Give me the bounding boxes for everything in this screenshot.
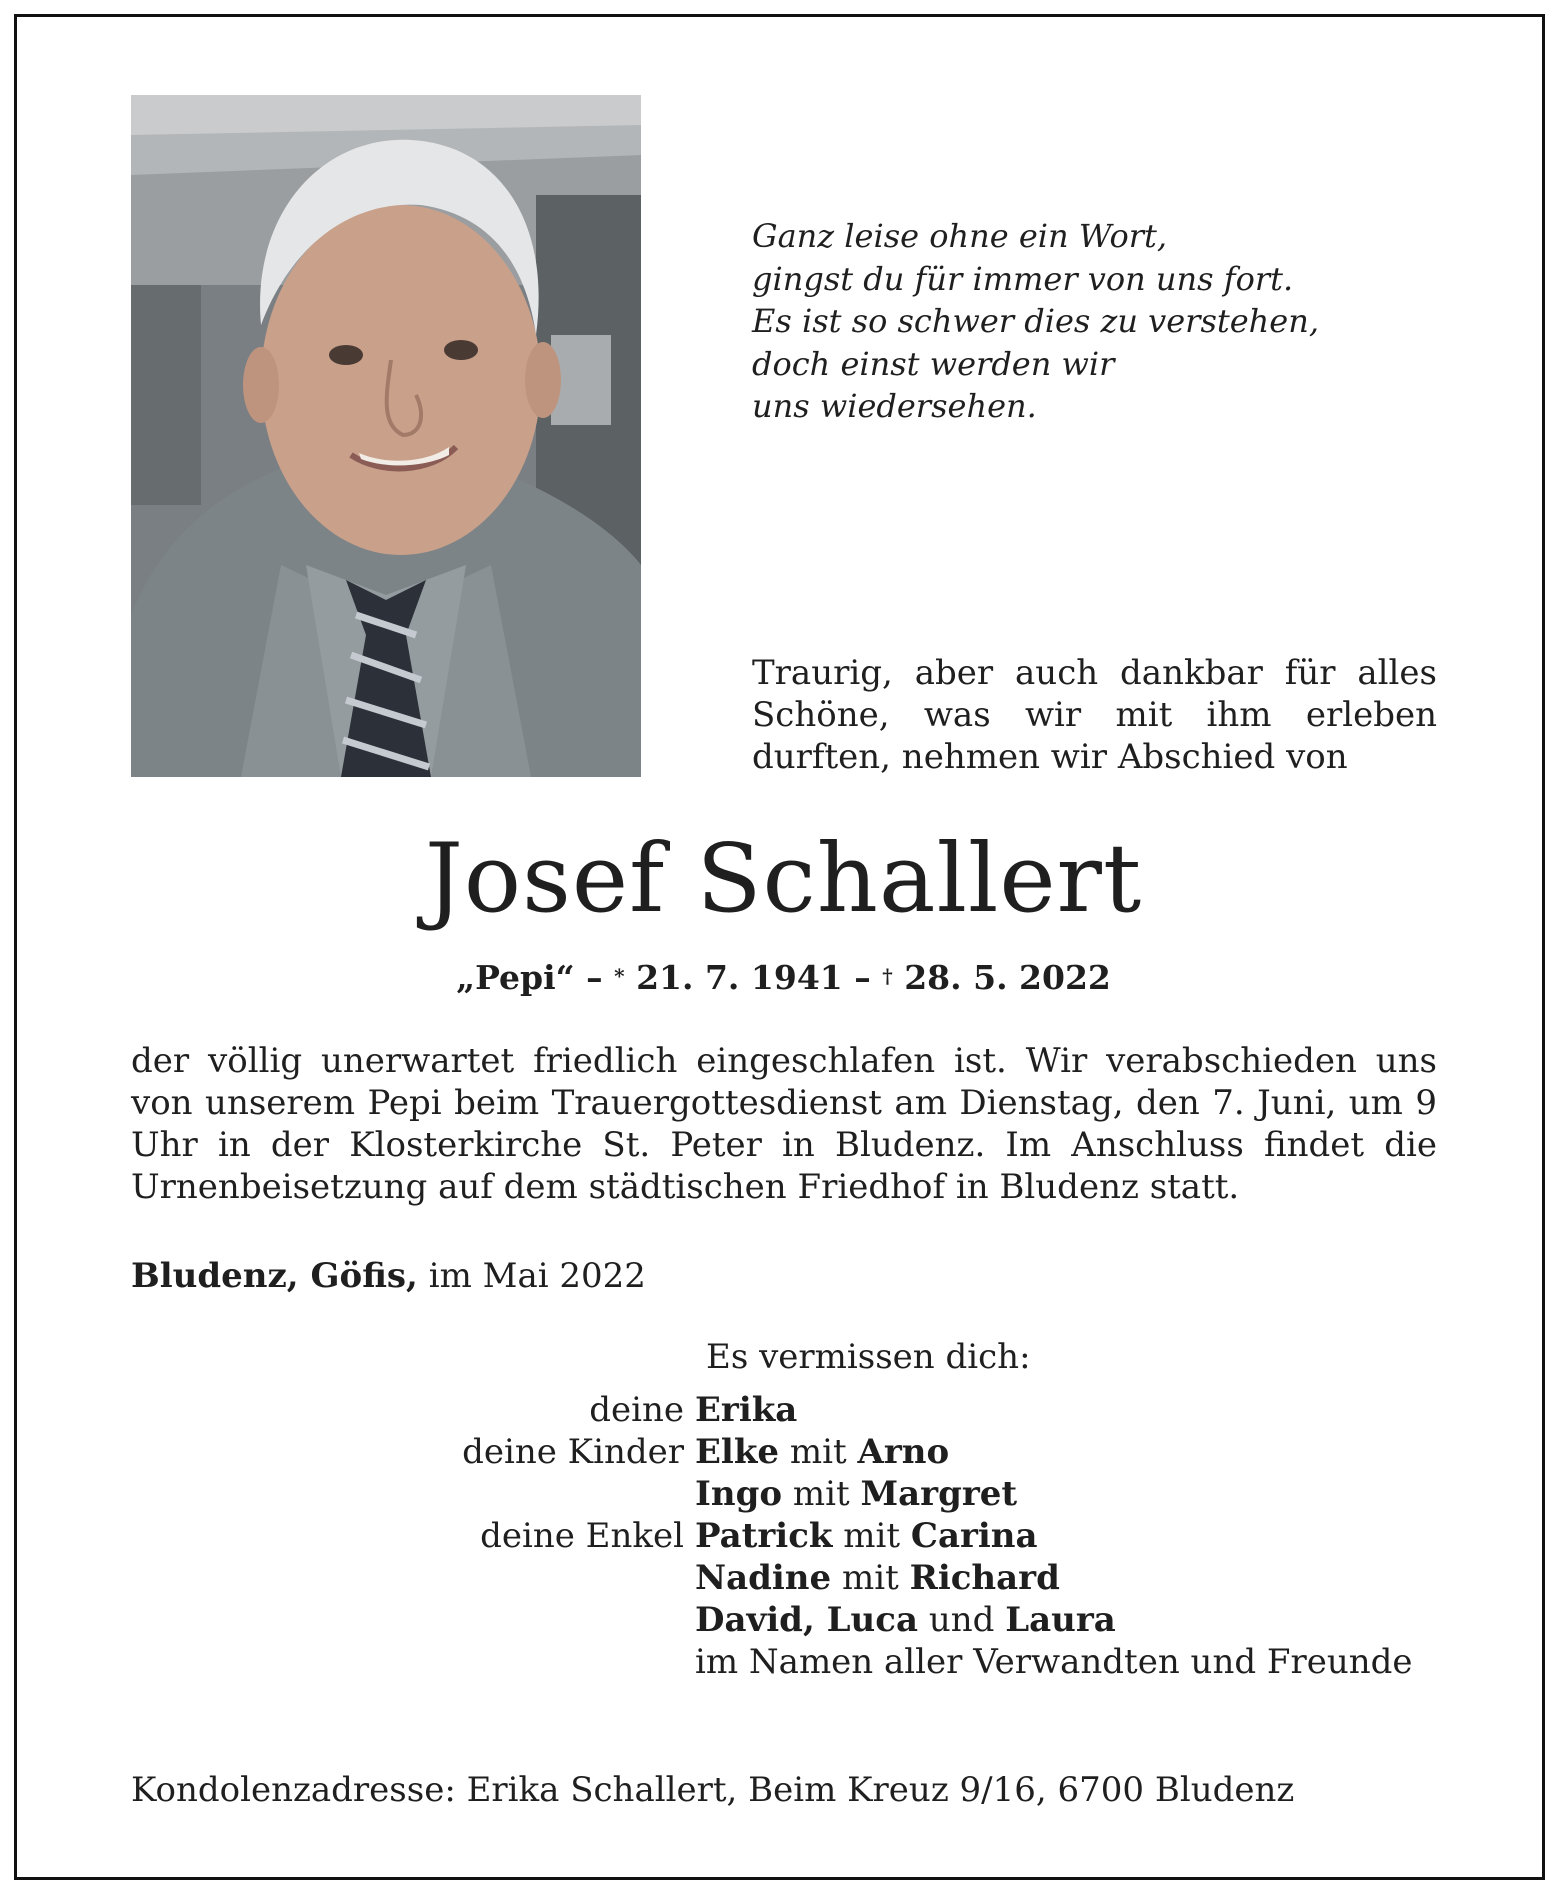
mourner-row <box>250 1641 1413 1683</box>
relation-label: deine <box>589 1390 684 1430</box>
mourner-row <box>250 1599 1413 1641</box>
mourner-row <box>250 1557 1413 1599</box>
relation-label: deine Kinder <box>462 1432 684 1472</box>
mourners-heading: Es vermissen dich: <box>706 1337 1031 1377</box>
poem-line: Es ist so schwer dies zu verstehen, <box>752 302 1319 340</box>
announcement-text: der völlig unerwartet friedlich eingeschlafen ist. Wir verabschieden uns von unserem Pepi beim Trauergottesdienst am Dienstag, den 7. Juni, um 9 Uhr in der Klosterkirche St. Peter in Bludenz. Im Anschluss findet die Urnenbeisetzung auf dem städtischen Friedhof in Bludenz statt. <box>131 1041 1437 1207</box>
mourner-row <box>250 1473 1413 1515</box>
place-date-line <box>131 1255 646 1297</box>
mourner-names: David, Luca und Laura <box>695 1600 1116 1640</box>
places: Bludenz, Göfis, <box>131 1256 418 1296</box>
mourner-names: Nadine mit Richard <box>695 1558 1060 1598</box>
poem-line: Ganz leise ohne ein Wort, <box>752 217 1168 255</box>
relation-label <box>250 1473 695 1515</box>
poem-line: uns wiedersehen. <box>752 387 1037 425</box>
deceased-name: Josef Schallert <box>424 824 1143 934</box>
death-symbol: † <box>882 964 893 988</box>
birth-date: 21. 7. 1941 <box>636 958 843 997</box>
mourner-names: Ingo mit Margret <box>695 1474 1018 1514</box>
intro-text: Traurig, aber auch dankbar für alles Schöne, was wir mit ihm erleben durften, nehmen wir Abschied von <box>752 653 1437 777</box>
relation-label: deine Enkel <box>480 1516 684 1556</box>
memorial-poem <box>752 215 1319 428</box>
birth-symbol: * <box>614 964 625 988</box>
life-dates: „Pepi“ – * 21. 7. 1941 – † 28. 5. 2022 <box>456 958 1111 997</box>
mourner-row <box>250 1515 1413 1557</box>
poem-line: gingst du für immer von uns fort. <box>752 259 1294 298</box>
nickname: „Pepi“ <box>456 958 575 997</box>
date-text: im Mai 2022 <box>428 1256 646 1296</box>
mourner-names: Elke mit Arno <box>695 1432 950 1472</box>
mourner-row <box>250 1431 1413 1473</box>
mourners-list <box>250 1389 1413 1683</box>
mourner-names: Erika <box>695 1390 798 1430</box>
portrait-photo <box>131 95 641 777</box>
mourner-names: Patrick mit Carina <box>695 1516 1038 1556</box>
relation-label <box>250 1599 695 1641</box>
relation-label <box>250 1557 695 1599</box>
condolence-address: Kondolenzadresse: Erika Schallert, Beim Kreuz 9/16, 6700 Bludenz <box>131 1770 1295 1810</box>
death-date: 28. 5. 2022 <box>904 958 1111 997</box>
poem-line: doch einst werden wir <box>752 344 1115 383</box>
mourner-row <box>250 1389 1413 1431</box>
mourners-closing: im Namen aller Verwandten und Freunde <box>695 1642 1413 1682</box>
